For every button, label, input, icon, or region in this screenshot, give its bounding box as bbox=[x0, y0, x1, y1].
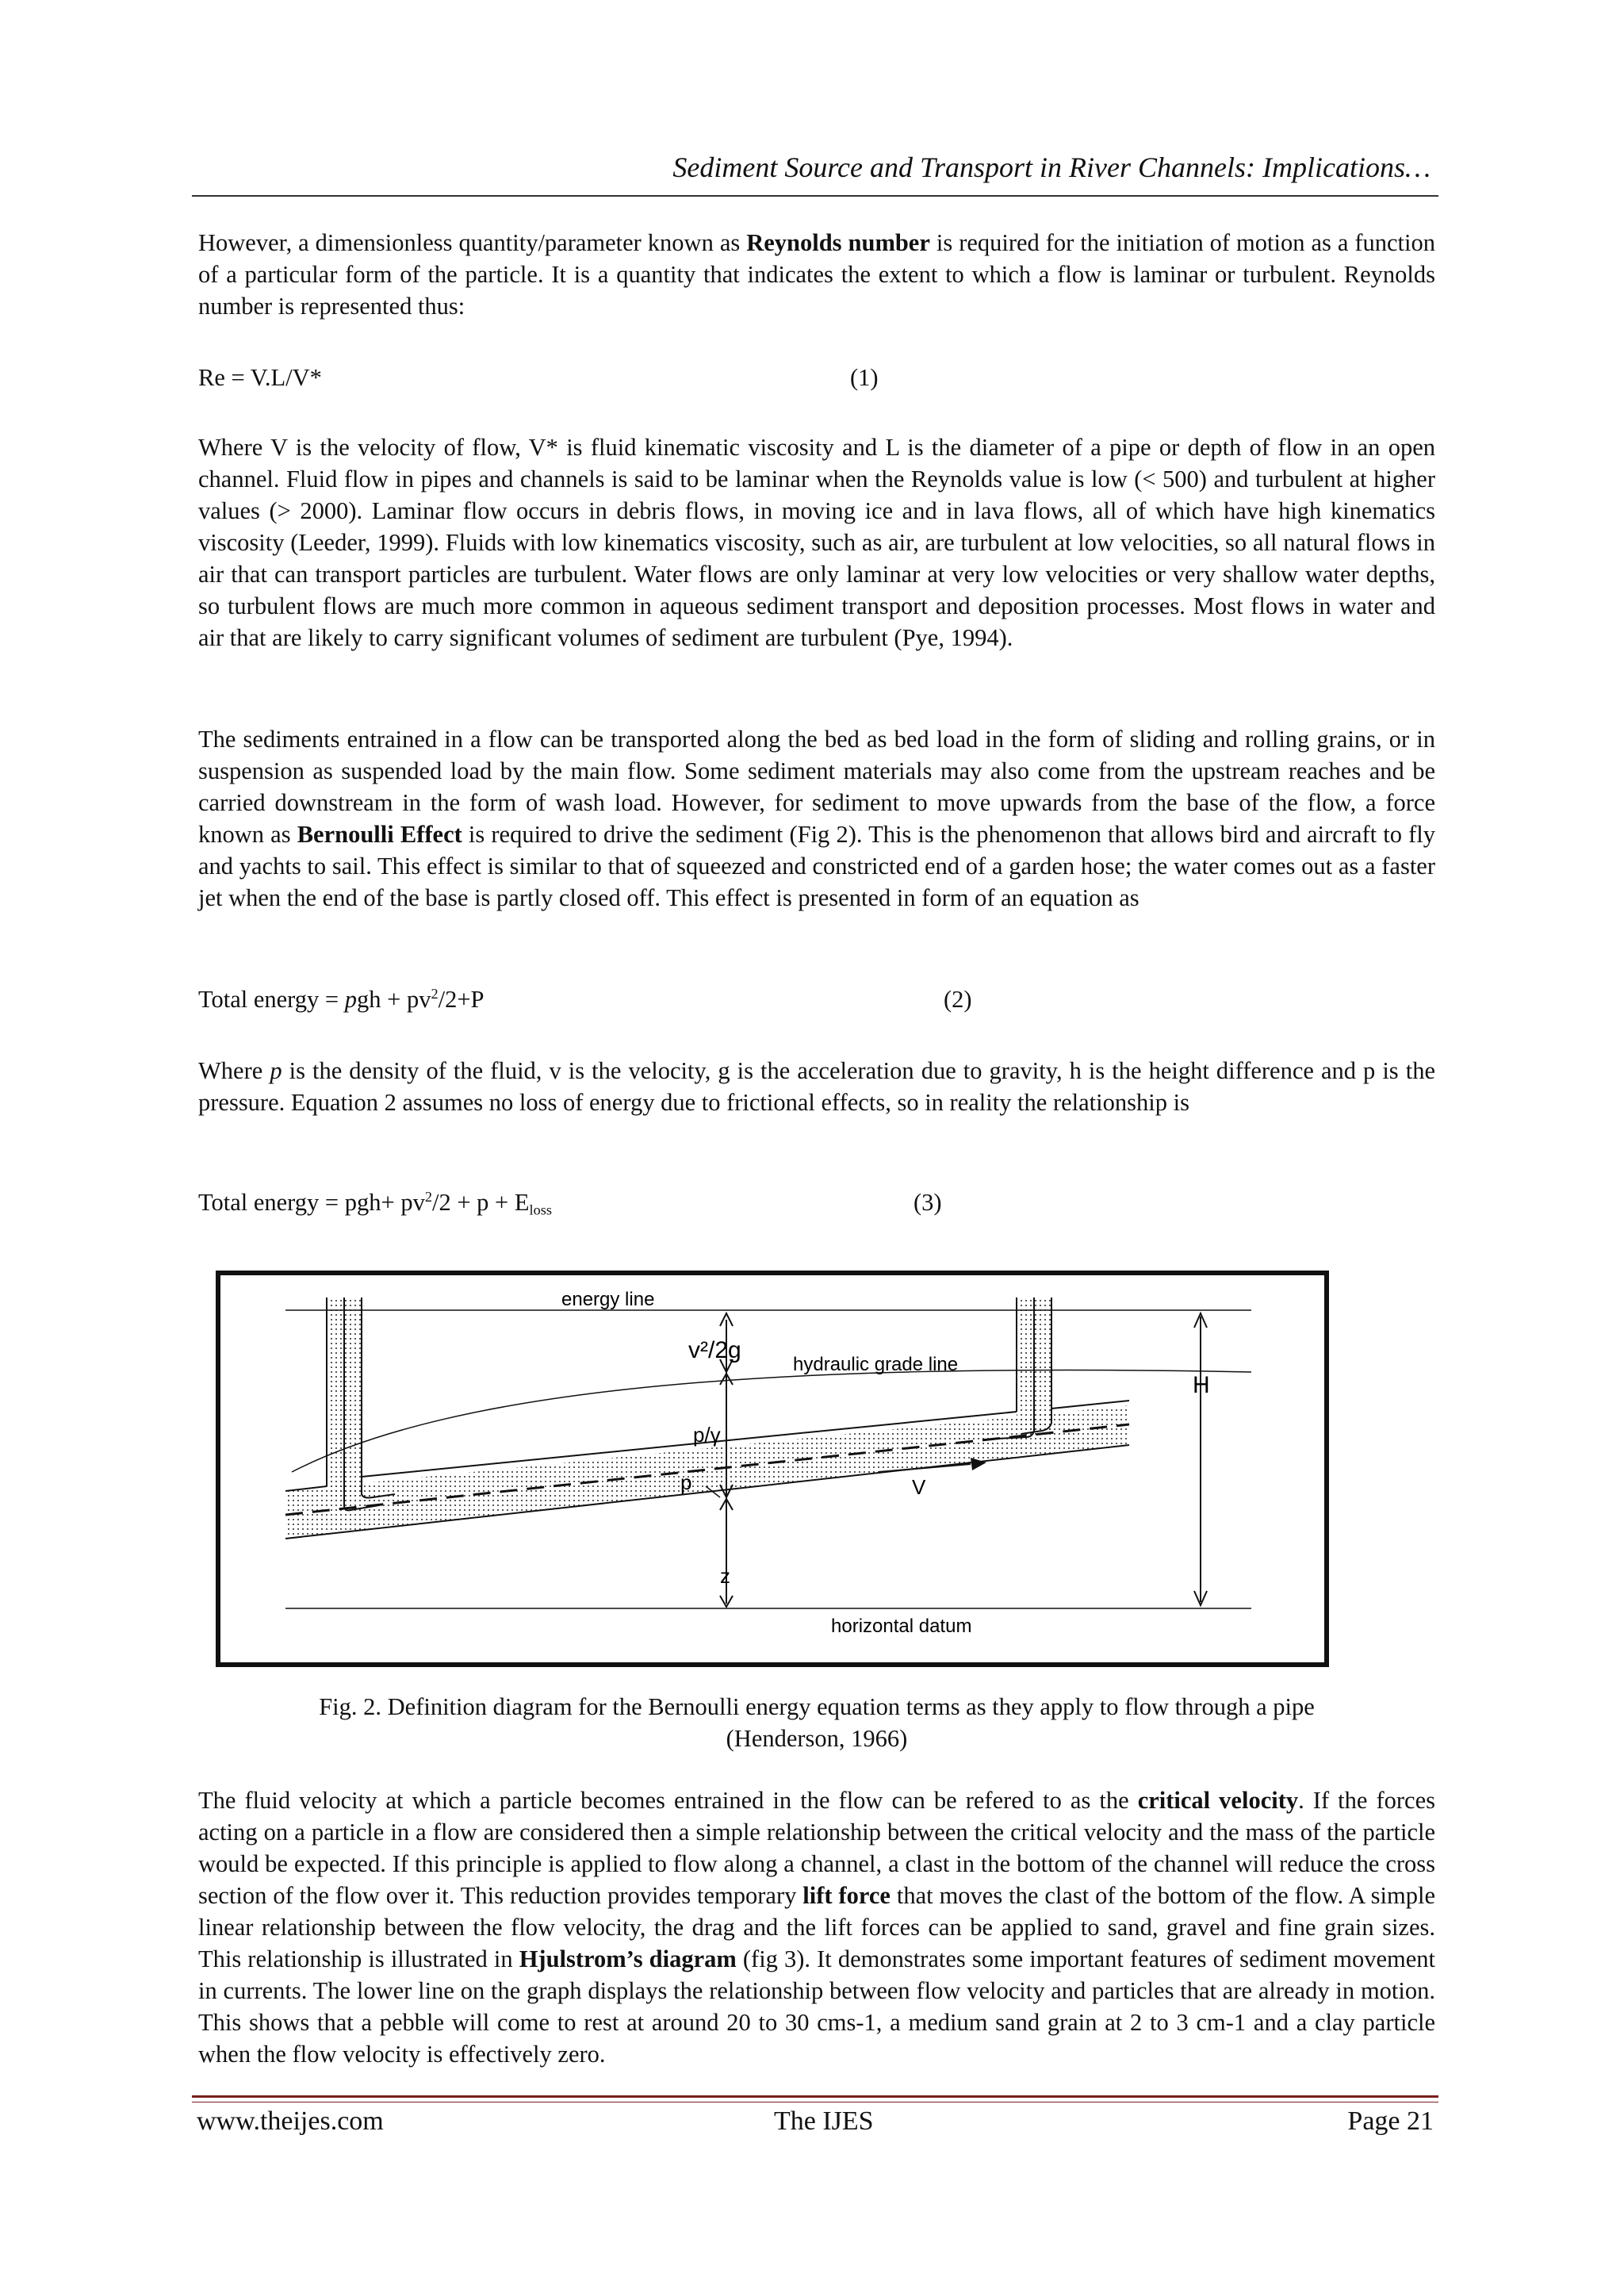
term-critical-velocity: critical velocity bbox=[1137, 1787, 1299, 1814]
label-H: H bbox=[1193, 1372, 1210, 1398]
bernoulli-diagram bbox=[216, 1271, 1329, 1667]
equation-2: Total energy = pgh + $pv^2/2+P$ bbox=[198, 986, 485, 1013]
equation-3: Total energy = $pgh+ pv^2/2 + p + E_{loss}$ bbox=[198, 1189, 552, 1218]
label-z: z bbox=[720, 1564, 730, 1588]
paragraph-critical-velocity: The fluid velocity at which a particle becomes entrained in the flow can be refered to as the critical velocity. If the forces acting on a particle in a flow are considered then a simple relationship between the critical velocity and the mass of the particle would be expected. If this principle is applied to flow along a channel, a clast in the bottom of the channel will reduce the cross section of the flow over it. This reduction provides temporary lift force that moves the clast of the bottom of the flow. A simple linear relationship between the flow velocity, the drag and the lift forces can be applied to sand, gravel and fine grain sizes. This relationship is illustrated in Hjulstrom’s diagram (fig 3). It demonstrates some important features of sediment movement in currents. The lower line on the graph displays the relationship between flow velocity and particles that are already in motion. This shows that a pebble will come to rest at around 20 to 30 cms-1, a medium sand grain at 2 to 3 cm-1 and a clay particle when the flow velocity is effectively zero. bbox=[198, 1787, 1436, 2068]
paragraph-laminar-turbulent: Where V is the velocity of flow, V* is fluid kinematic viscosity and L is the diameter of a pipe or depth of flow in an open channel. Fluid flow in pipes and channels is said to be laminar when the Reynolds value is low (< 500) and turbulent at higher values (> 2000). Laminar flow occurs in debris flows, in moving ice and in lava flows, all of which have high kinematics viscosity (Leeder, 1999). Fluids with low kinematics viscosity, such as air, are turbulent at low velocities, so all natural flows in air that can transport particles are turbulent. Water flows are only laminar at very low velocities or very shallow water depths, so turbulent flows are much more common in aqueous sediment transport and deposition processes. Most flows in water and air that are likely to carry significant volumes of sediment are turbulent (Pye, 1994). bbox=[198, 434, 1435, 651]
label-energy-line: energy line bbox=[561, 1289, 655, 1310]
equation-1-number: (1) bbox=[850, 364, 879, 391]
footer-website: www.theijes.com bbox=[197, 2106, 384, 2136]
footer-journal: The IJES bbox=[774, 2106, 874, 2136]
figure-caption: Fig. 2. Definition diagram for the Bernoulli energy equation terms as they apply to flow through a pipe (Henderson, 1966) bbox=[319, 1693, 1315, 1752]
label-pressure-head: p/γ bbox=[693, 1423, 721, 1447]
paragraph-bernoulli-effect: The sediments entrained in a flow can be transported along the bed as bed load in the form of sliding and rolling grains, or in suspension as suspended load by the main flow. Some sediment materials may also come from the upstream reaches and be carried downstream in the form of wash load. However, for sediment to move upwards from the base of the flow, a force known as Bernoulli Effect is required to drive the sediment (Fig 2). This is the phenomenon that allows bird and aircraft to fly and yachts to sail. This effect is similar to that of squeezed and constricted end of a garden hose; the water comes out as a faster jet when the end of the base is partly closed off. This effect is presented in form of an equation as bbox=[198, 726, 1436, 911]
term-lift-force: lift force bbox=[802, 1882, 891, 1909]
equation-3-number: (3) bbox=[914, 1189, 942, 1216]
label-hydraulic-grade-line: hydraulic grade line bbox=[793, 1354, 959, 1375]
running-header: Sediment Source and Transport in River Channels: Implications… bbox=[672, 151, 1431, 183]
label-horizontal-datum: horizontal datum bbox=[831, 1616, 972, 1637]
footer-page-number: Page 21 bbox=[1347, 2106, 1434, 2136]
term-reynolds-number: Reynolds number bbox=[746, 229, 930, 256]
label-velocity-head: v²/2g bbox=[688, 1337, 741, 1363]
paragraph-energy-terms: Where p is the density of the fluid, v is the velocity, g is the acceleration due to gravity, h is the height difference and p is the pressure. Equation 2 assumes no loss of energy due to frictional effects, so in reality the relationship is bbox=[198, 1057, 1435, 1116]
term-hjulstrom-diagram: Hjulstrom’s diagram bbox=[519, 1945, 737, 1972]
equation-2-number: (2) bbox=[944, 986, 972, 1013]
term-bernoulli-effect: Bernoulli Effect bbox=[297, 821, 462, 848]
paragraph-reynolds-intro: However, a dimensionless quantity/parameter known as Reynolds number is required for the initiation of motion as a function of a particular form of the particle. It is a quantity that indicates the extent to which a flow is laminar or turbulent. Reynolds number is represented thus: bbox=[198, 229, 1435, 320]
header-rule bbox=[192, 195, 1438, 197]
equation-1: Re = V.L/V* bbox=[198, 364, 322, 391]
label-p: p bbox=[680, 1470, 692, 1494]
footer-rule-thick bbox=[192, 2095, 1438, 2098]
label-v: V bbox=[912, 1475, 926, 1499]
